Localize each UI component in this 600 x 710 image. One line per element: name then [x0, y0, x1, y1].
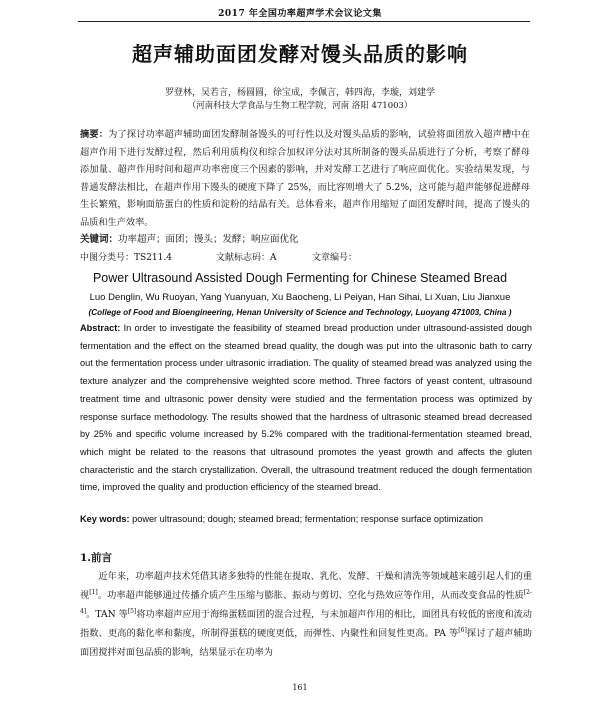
english-authors: Luo Denglin, Wu Ruoyan, Yang Yuanyuan, Xu Baocheng, Li Peiyan, Han Sihai, Li Xuan, Liu Jianxue	[89, 292, 511, 303]
english-abstract-text: In order to investigate the feasibility of steamed bread production under ultrasound-assisted dough fermentation and the effect on the steamed bread quality, the dough was put into the ultrasonic bath to carry out the fermentation process under ultrasonic irradiation. The quality of steamed bread was analyzed using the texture analyzer and the comprehensive weighted score method. Three factors of yeast content, ultrasound treatment time and ultrasonic power density were studied and the fermentation process was optimized by response surface methodology. The results showed that the hardness of ultrasonic steamed bread decreased by 25% and specific volume increased by 5.2% compared with the traditional-fermentation steamed bread, which might be related to the reasons that ultrasound promotes the yeast growth and affects the gluten characteristic and the starch crystallization. Overall, the ultrasound treatment reduced the dough fermentation time, improved the quality and production efficiency of the steamed bread.	[80, 323, 532, 493]
citation-ref: [2-4]	[80, 588, 533, 615]
english-title: Power Ultrasound Assisted Dough Fermenting for Chinese Steamed Bread	[92, 271, 508, 285]
chinese-keywords	[80, 231, 530, 245]
english-abstract-label: Abstract:	[80, 323, 121, 333]
chinese-keywords-text: 功率超声；面团；馒头；发酵；响应面优化	[118, 234, 299, 245]
intro-text: 。功率超声能够通过传播介质产生压缩与膨胀、振动与剪切、空化与热效应等作用，从而改变食品的性质	[97, 590, 524, 601]
section-heading-introduction: 1.前言	[80, 552, 112, 564]
english-abstract	[80, 320, 532, 497]
intro-text: 近年来，功率超声技术凭借其诸多独特的性能在提取、乳化、发酵、干燥和清洗等领域越来越引起人们的重视	[80, 571, 532, 601]
header-rule	[78, 21, 530, 22]
running-header: 2017 年全国功率超声学术会议论文集	[218, 9, 382, 19]
affiliation: （河南科技大学食品与生物工程学院，河南 洛阳 471003）	[187, 101, 413, 111]
chinese-abstract-text: 为了探讨功率超声辅助面团发酵制备馒头的可行性以及对馒头品质的影响，试验将面团放入超声槽中在超声作用下进行发酵过程，然后利用质构仪和综合加权评分法对其所制备的馒头品质进行了分析，考察了酵母添加量、超声作用时间和超声功率密度三个因素的影响，并对发酵工艺进行了响应面优化。实验结果发现，与普通发酵法相比，在超声作用下馒头的硬度下降了 25%，而比容则增大了 5.2%，这可能与超声能够促进酵母生长繁殖，影响面筋蛋白的性质和淀粉的结晶有关。总体看来，超声作用缩短了面团发酵时间，提高了馒头的品质和生产效率。	[80, 129, 531, 228]
page-number: 161	[292, 683, 308, 692]
clc-number: 中图分类号：TS211.4	[80, 253, 172, 263]
citation-ref: [1]	[89, 588, 98, 596]
chinese-abstract	[80, 126, 530, 232]
article-number: 文章编号：	[312, 253, 358, 263]
author-list: 罗登林，吴若言，杨圆圆，徐宝成，李佩言，韩四海，李璇，刘建学	[164, 88, 435, 98]
citation-ref: [6]	[458, 626, 467, 634]
paper-title: 超声辅助面团发酵对馒头品质的影响	[132, 42, 468, 66]
citation-ref: [5]	[127, 607, 137, 615]
intro-text: 探讨了超声辅助面团搅拌对面包品质的影响，结果显示在功率为	[80, 628, 532, 658]
intro-text: 将功率超声应用于海绵蛋糕面团的混合过程，与未加超声作用的相比，面团具有较低的密度和流动指数、更高的黏化率和黏度，所制得蛋糕的硬度更低，而弹性、内聚性和回复性更高。PA 等	[80, 609, 532, 639]
classification-line	[80, 250, 530, 263]
introduction-paragraph	[80, 567, 532, 662]
intro-text: 。TAN 等	[86, 609, 128, 620]
document-code: 文献标志码：A	[216, 253, 277, 263]
english-keywords	[80, 514, 532, 524]
english-keywords-label: Key words:	[80, 514, 130, 524]
chinese-keywords-label: 关键词：	[80, 234, 119, 245]
english-affiliation: (College of Food and Bioengineering, Henan University of Science and Technology, Luoyang 471003, China )	[88, 308, 512, 317]
english-keywords-text: power ultrasound; dough; steamed bread; fermentation; response surface optimization	[132, 514, 483, 524]
chinese-abstract-label: 摘要：	[80, 129, 109, 140]
